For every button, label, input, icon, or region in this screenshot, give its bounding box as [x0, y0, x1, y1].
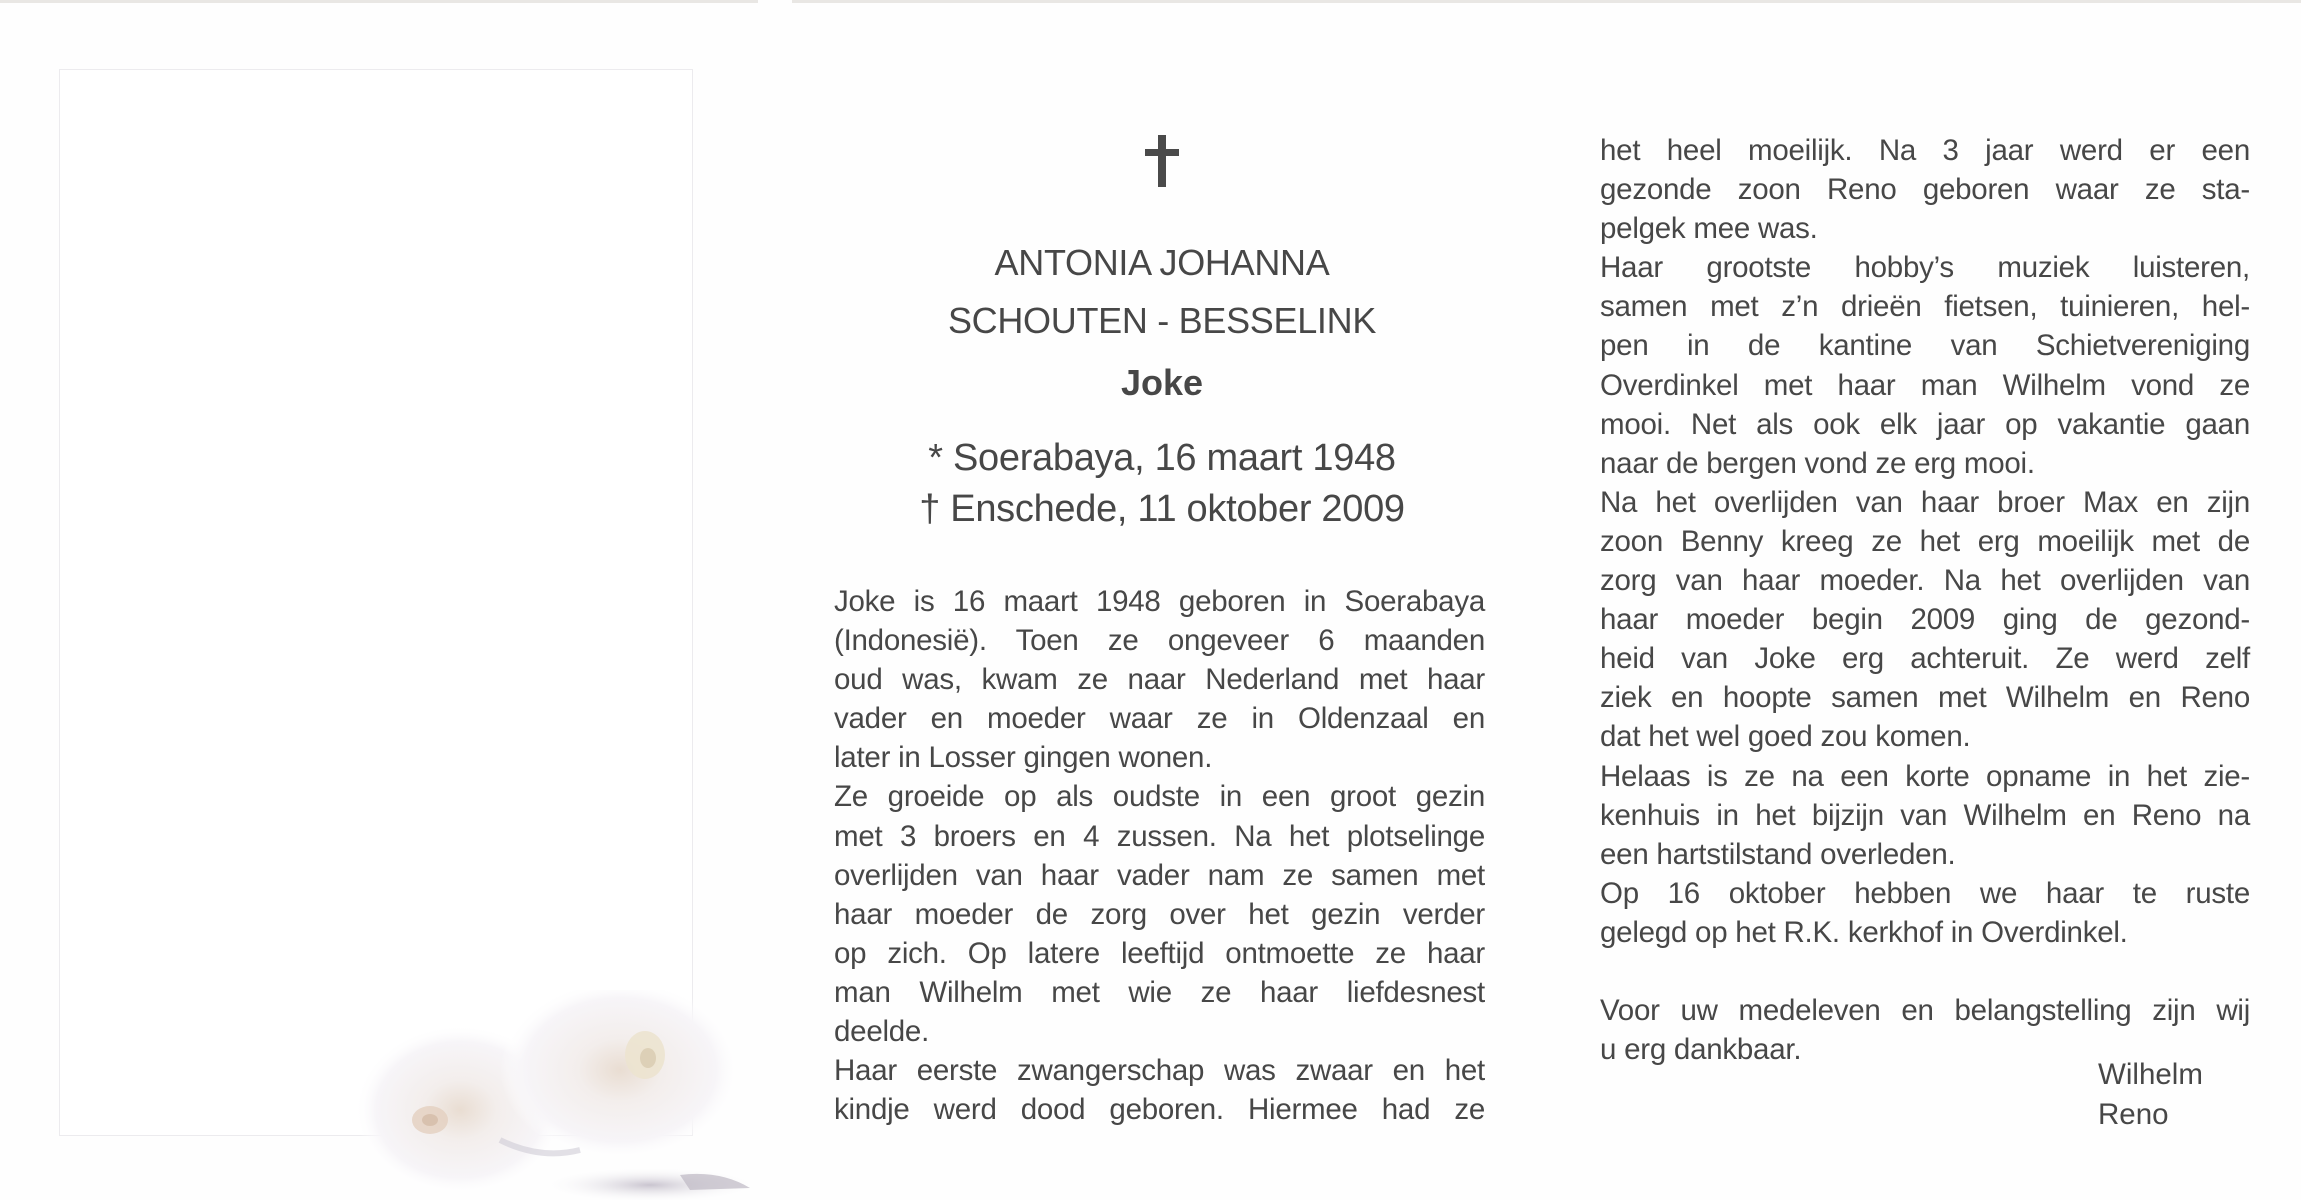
top-edge [792, 0, 2301, 3]
text-line: dat het wel goed zou komen. [1600, 720, 1971, 754]
family-names: SCHOUTEN - BESSELINK [947, 300, 1377, 341]
text-line: later in Losser gingen wonen. [834, 741, 1213, 775]
text-line: haar moeder de zorg over het gezin verder [834, 897, 1485, 931]
biography-column-1 [834, 582, 1485, 1129]
text-line: zoon Benny kreeg ze het erg moeilijk met de [1600, 524, 2250, 558]
text-line: (Indonesië). Toen ze ongeveer 6 maanden [834, 624, 1485, 658]
text-line: Voor uw medeleven en belangstelling zijn wij [1600, 994, 2250, 1028]
text-line: Op 16 oktober hebben we haar te ruste [1600, 876, 2250, 910]
text-line: oud was, kwam ze naar Nederland met haar [834, 663, 1485, 697]
text-line: mooi. Net als ook elk jaar op vakantie gaan [1600, 407, 2250, 441]
text-line [1600, 952, 2250, 991]
text-line: naar de bergen vond ze erg mooi. [1600, 446, 2035, 480]
text-line: met 3 broers en 4 zussen. Na het plotselinge [834, 819, 1485, 853]
text-line: Haar eerste zwangerschap was zwaar en het [834, 1054, 1485, 1088]
text-line: gezonde zoon Reno geboren waar ze sta- [1600, 173, 2250, 207]
biography-column-2 [1600, 131, 2250, 1069]
text-line: kindje werd dood geboren. Hiermee had ze [834, 1093, 1485, 1127]
birth-date: * Soerabaya, 16 maart 1948 [928, 437, 1396, 479]
photo-frame [59, 69, 693, 1136]
text-line: samen met z’n drieën fietsen, tuinieren, hel- [1600, 290, 2250, 324]
nickname: Joke [1120, 362, 1204, 403]
text-line: Na het overlijden van haar broer Max en zijn [1600, 485, 2250, 519]
text-line: u erg dankbaar. [1600, 1033, 1802, 1067]
text-line: overlijden van haar vader nam ze samen met [834, 858, 1485, 892]
text-line: deelde. [834, 1015, 930, 1049]
given-names: ANTONIA JOHANNA [994, 242, 1330, 283]
text-line: man Wilhelm met wie ze haar liefdesnest [834, 975, 1485, 1009]
signature-reno: Reno [2098, 1098, 2169, 1131]
text-line: een hartstilstand overleden. [1600, 837, 1956, 871]
top-edge [0, 0, 758, 3]
text-line: pen in de kantine van Schietvereniging [1600, 329, 2250, 363]
text-line: ziek en hoopte samen met Wilhelm en Reno [1600, 681, 2250, 715]
text-line: zorg van haar moeder. Na het overlijden van [1600, 564, 2250, 598]
text-line: Ze groeide op als oudste in een groot gezin [834, 780, 1485, 814]
text-line: heid van Joke erg achteruit. Ze werd zelf [1600, 642, 2250, 676]
text-line: kenhuis in het bijzijn van Wilhelm en Reno na [1600, 798, 2250, 832]
text-line: op zich. Op latere leeftijd ontmoette ze haar [834, 936, 1485, 970]
text-line: Haar grootste hobby’s muziek luisteren, [1600, 251, 2250, 285]
text-line: pelgek mee was. [1600, 212, 1818, 246]
text-line: Overdinkel met haar man Wilhelm vond ze [1600, 368, 2250, 402]
text-line: haar moeder begin 2009 ging de gezond- [1600, 603, 2250, 637]
text-line: gelegd op het R.K. kerkhof in Overdinkel. [1600, 915, 2128, 949]
text-line: vader en moeder waar ze in Oldenzaal en [834, 702, 1485, 736]
death-date: † Enschede, 11 oktober 2009 [919, 488, 1405, 530]
text-line: het heel moeilijk. Na 3 jaar werd er een [1600, 134, 2250, 167]
text-line: Helaas is ze na een korte opname in het zie- [1600, 759, 2250, 793]
signature-wilhelm: Wilhelm [2098, 1058, 2203, 1091]
white-roses-image [350, 990, 770, 1200]
cross-icon [1145, 135, 1179, 187]
text-line: Joke is 16 maart 1948 geboren in Soerabaya [834, 585, 1485, 618]
